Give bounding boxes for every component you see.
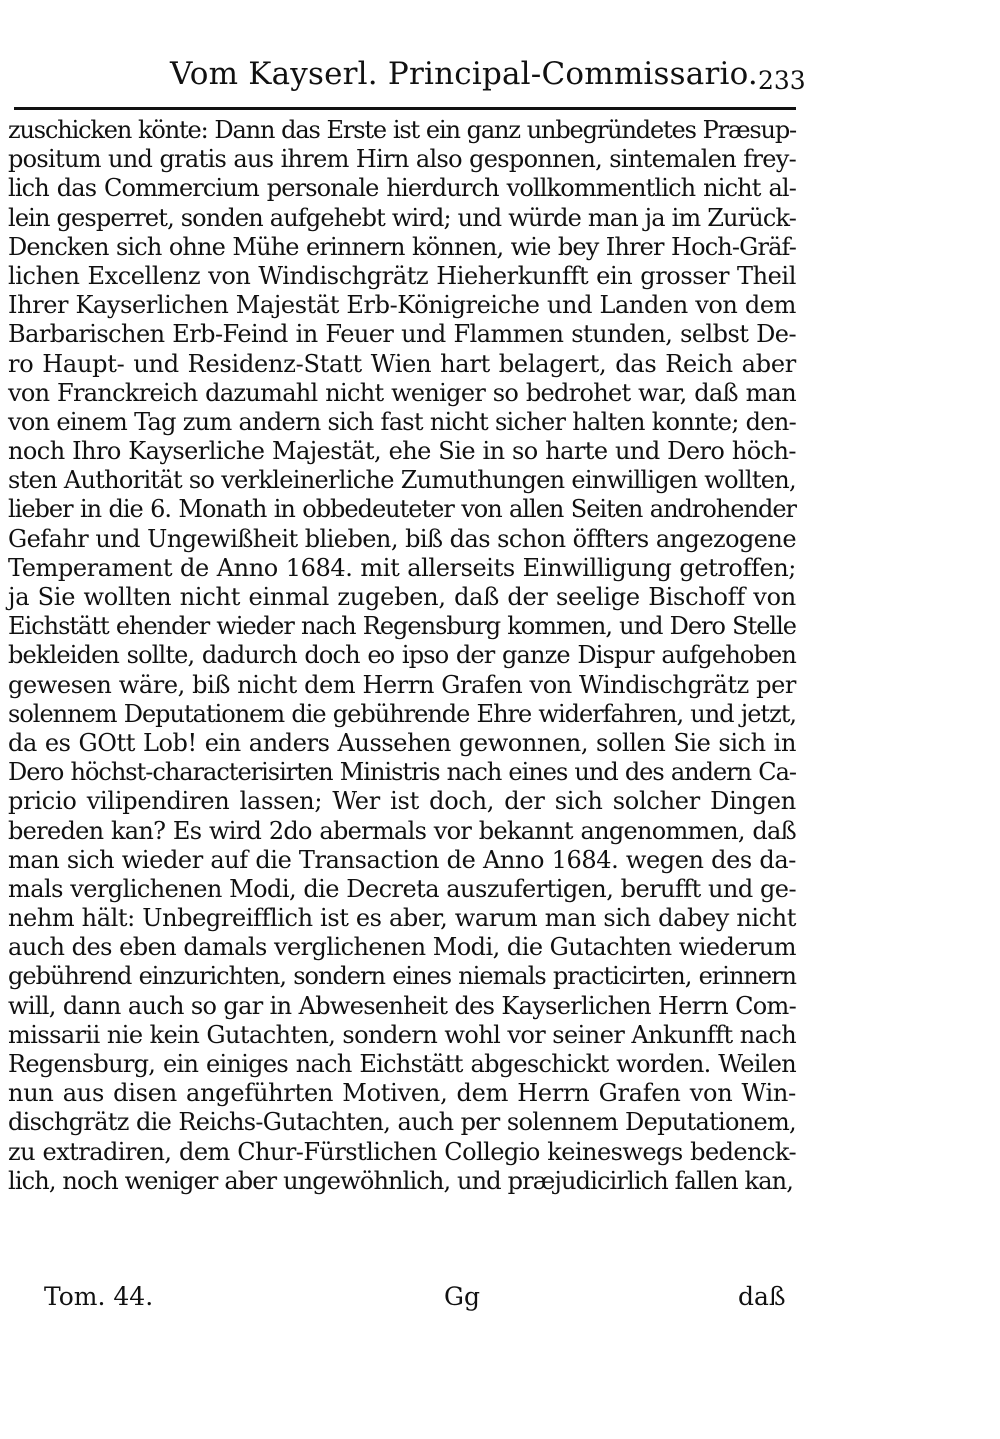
text-line: gebührend einzurichten, sondern eines niemals practicirten, erinnern	[8, 962, 796, 991]
running-head	[0, 56, 1000, 96]
page-footer	[0, 1282, 1000, 1322]
text-line: Gefahr und Ungewißheit blieben, biß das schon öffters angezogene	[8, 524, 796, 553]
text-line: Barbarischen Erb-Feind in Feuer und Flammen stunden, selbst De-	[8, 320, 796, 349]
text-line: lich, noch weniger aber ungewöhnlich, und præjudicirlich fallen kan,	[8, 1166, 794, 1195]
text-line: bekleiden sollte, dadurch doch eo ipso der ganze Dispur aufgehoben	[8, 641, 796, 670]
text-line: nehm hält: Unbegreifflich ist es aber, warum man sich dabey nicht	[8, 904, 796, 933]
signature-mark: Gg	[444, 1282, 480, 1311]
text-line: positum und gratis aus ihrem Hirn also gesponnen, sintemalen frey-	[8, 145, 796, 174]
text-line: zuschicken könte: Dann das Erste ist ein ganz unbegründetes Præsup-	[8, 116, 796, 144]
text-line: lichen Excellenz von Windischgrätz Hieherkunfft ein grosser Theil	[8, 261, 796, 290]
text-line: lieber in die 6. Monath in obbedeuteter von allen Seiten androhender	[8, 495, 796, 524]
text-line: will, dann auch so gar in Abwesenheit des Kayserlichen Herrn Com-	[8, 991, 796, 1020]
text-line: mals verglichenen Modi, die Decreta auszufertigen, berufft und ge-	[8, 874, 796, 903]
text-line: ro Haupt- und Residenz-Statt Wien hart belagert, das Reich aber	[8, 349, 796, 378]
text-line: gewesen wäre, biß nicht dem Herrn Grafen von Windischgrätz per	[8, 670, 796, 699]
volume-number: Tom. 44.	[44, 1282, 154, 1311]
text-line: solennem Deputationem die gebührende Ehre widerfahren, und jetzt,	[8, 699, 796, 728]
page-number: 233	[758, 66, 806, 95]
text-line: lein gesperret, sonden aufgehebt wird; und würde man ja im Zurück-	[8, 203, 796, 232]
text-line: von Franckreich dazumahl nicht weniger so bedrohet war, daß man	[8, 378, 796, 407]
text-line: Regensburg, ein einiges nach Eichstätt abgeschickt worden. Weilen	[8, 1050, 796, 1078]
text-line: da es GOtt Lob! ein anders Aussehen gewonnen, sollen Sie sich in	[8, 728, 796, 757]
text-line: sten Authorität so verkleinerliche Zumuthungen einwilligen wollten,	[8, 466, 796, 495]
text-line: missarii nie kein Gutachten, sondern wohl vor seiner Ankunfft nach	[8, 1020, 797, 1049]
header-rule	[14, 107, 796, 110]
body-text	[8, 116, 796, 1196]
text-line: dischgrätz die Reichs-Gutachten, auch per solennem Deputationem,	[8, 1108, 796, 1137]
text-line: von einem Tag zum andern sich fast nicht sicher halten konnte; den-	[8, 407, 796, 436]
text-line: lich das Commercium personale hierdurch vollkommentlich nicht al-	[8, 174, 796, 203]
running-title: Vom Kayserl. Principal-Commissario.	[170, 56, 758, 92]
text-line: Temperament de Anno 1684. mit allerseits Einwilligung getroffen;	[8, 553, 796, 582]
text-line: nun aus disen angeführten Motiven, dem Herrn Grafen von Win-	[8, 1079, 796, 1108]
text-line: man sich wieder auf die Transaction de Anno 1684. wegen des da-	[8, 845, 796, 874]
catchword: daß	[738, 1282, 786, 1311]
text-line: Dencken sich ohne Mühe erinnern können, wie bey Ihrer Hoch-Gräf-	[8, 232, 796, 261]
text-line: bereden kan? Es wird 2do abermals vor bekannt angenommen, daß	[8, 816, 796, 845]
text-line: Dero höchst-characterisirten Ministris nach eines und des andern Ca-	[8, 758, 796, 787]
text-line: Eichstätt ehender wieder nach Regensburg kommen, und Dero Stelle	[8, 612, 796, 641]
text-line: auch des eben damals verglichenen Modi, die Gutachten wiederum	[8, 933, 796, 962]
text-line: ja Sie wollten nicht einmal zugeben, daß der seelige Bischoff von	[8, 583, 796, 611]
text-line: zu extradiren, dem Chur-Fürstlichen Collegio keineswegs bedenck-	[8, 1137, 796, 1166]
text-line: Ihrer Kayserlichen Majestät Erb-Königreiche und Landen von dem	[8, 291, 796, 320]
text-line: noch Ihro Kayserliche Majestät, ehe Sie in so harte und Dero höch-	[8, 437, 796, 466]
text-line: pricio vilipendiren lassen; Wer ist doch, der sich solcher Dingen	[8, 787, 796, 816]
